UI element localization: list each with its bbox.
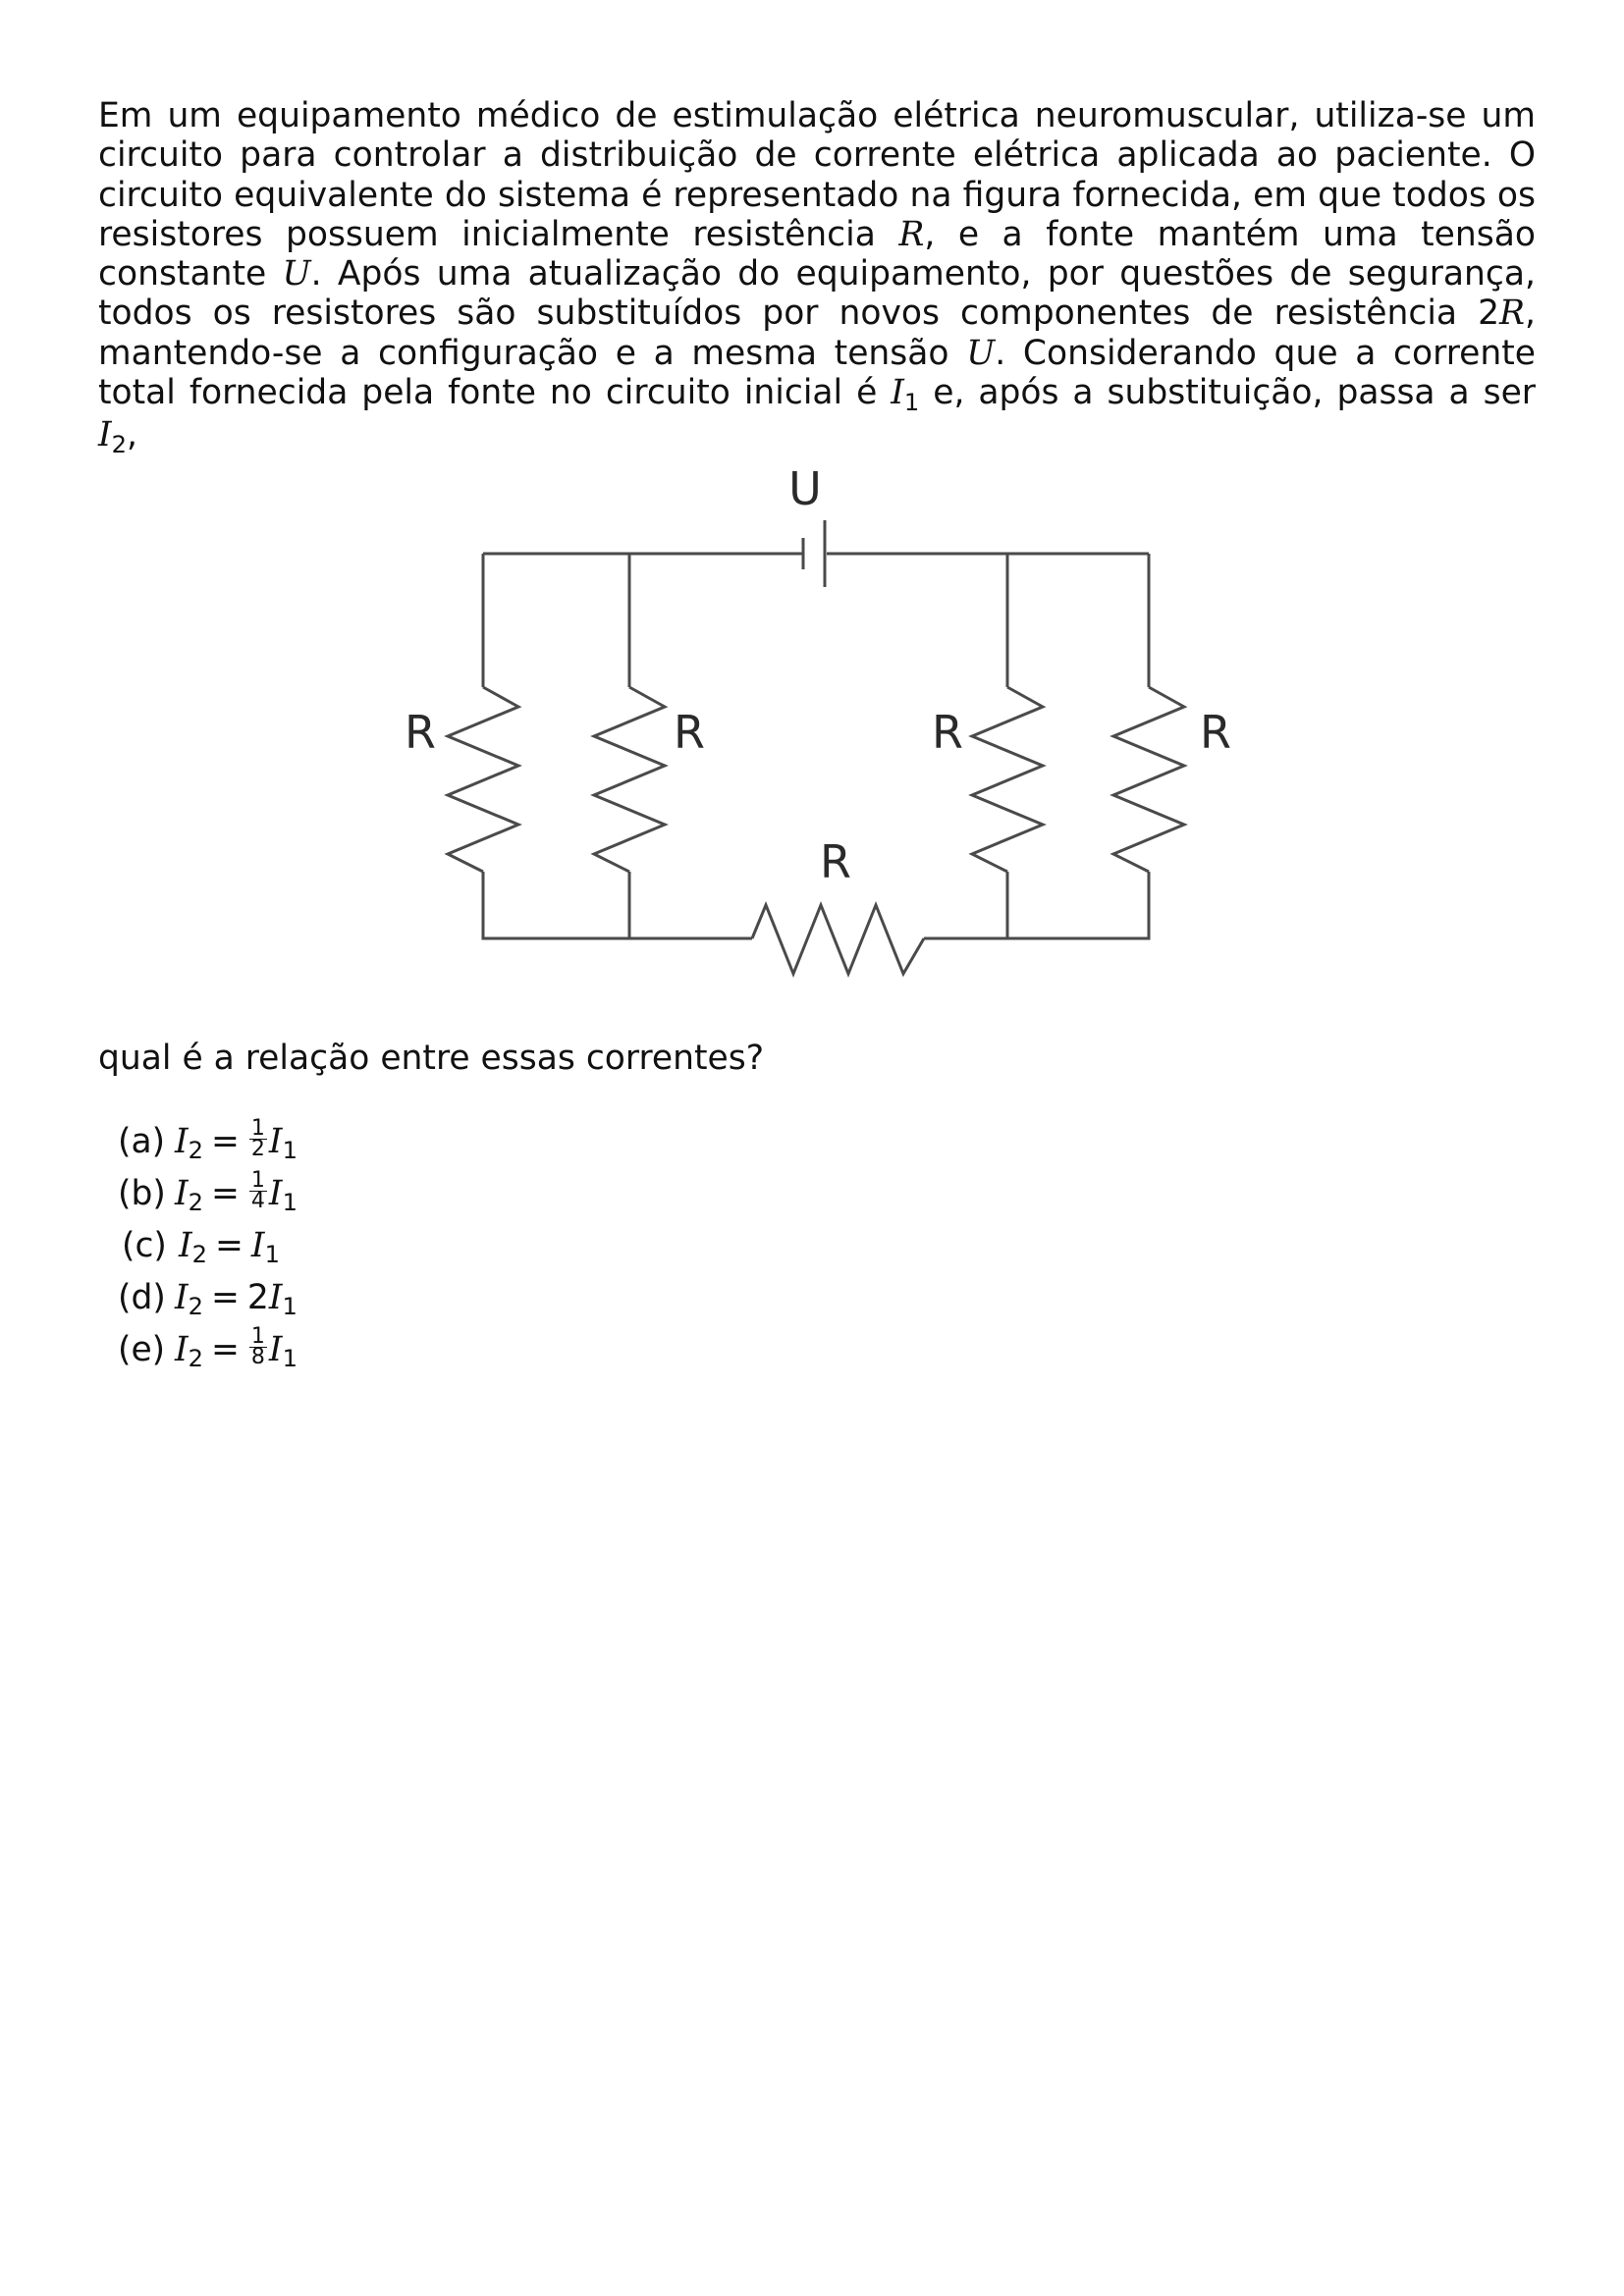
equals-sign: = (211, 1329, 240, 1369)
equals-sign: = (211, 1121, 240, 1161)
resistor-label: R (932, 706, 963, 759)
fraction-denominator: 2 (250, 1137, 265, 1161)
fraction (249, 1324, 267, 1369)
resistor-right-inner (972, 687, 1043, 872)
question-text-part: . Considerando que a corrente total fornecida pela fonte no circuito inicial é (98, 333, 1536, 413)
question-text (98, 96, 1536, 458)
resistor-label: R (405, 706, 436, 759)
subscript: 2 (191, 1241, 207, 1269)
resistor-label: R (1200, 706, 1231, 759)
variable-i: I (175, 1173, 189, 1213)
subscript: 1 (264, 1241, 280, 1269)
subscript: 1 (282, 1189, 298, 1217)
wire-top-right (827, 554, 1149, 687)
equals-sign: = (211, 1277, 240, 1317)
fraction (249, 1168, 267, 1213)
variable-r: R (1499, 294, 1526, 334)
circuit-figure (393, 461, 1257, 991)
option-lhs (175, 1277, 203, 1321)
variable-u: U (282, 254, 311, 294)
variable-i: I (891, 373, 904, 413)
subscript: 1 (282, 1345, 298, 1373)
equals-sign: = (211, 1173, 240, 1213)
option-lhs (175, 1329, 203, 1373)
fraction (249, 1116, 267, 1161)
question-text-part: e, após a substituição, passa a ser (919, 373, 1536, 413)
answer-option[interactable] (118, 1167, 298, 1219)
subscript: 2 (188, 1293, 203, 1321)
variable-i: I (175, 1121, 189, 1161)
option-letter: (c) (122, 1225, 167, 1265)
variable-i2 (98, 415, 127, 459)
variable-i: I (98, 415, 112, 455)
question-text-part: , mantendo-se a configuração e a mesma tensão (98, 294, 1536, 373)
wire-top-left (483, 554, 785, 687)
option-lhs (175, 1173, 203, 1217)
answer-option[interactable] (118, 1323, 298, 1375)
subscript: 2 (111, 431, 127, 459)
fraction-numerator: 1 (250, 1168, 265, 1193)
subscript: 1 (282, 1293, 298, 1321)
variable-i: I (250, 1225, 265, 1265)
answer-option[interactable] (118, 1271, 298, 1323)
fraction-numerator: 1 (250, 1324, 265, 1349)
fraction-numerator: 1 (250, 1116, 265, 1141)
variable-i: I (268, 1173, 283, 1213)
option-lhs (179, 1225, 207, 1269)
subscript: 1 (903, 388, 920, 416)
coefficient: 2 (246, 1277, 269, 1317)
subscript: 2 (188, 1189, 203, 1217)
resistor-left-outer (448, 687, 518, 872)
question-text-part: , e a fonte mantém uma tensão constante (98, 214, 1537, 294)
answer-options (118, 1115, 298, 1375)
subscript: 2 (188, 1345, 203, 1373)
option-rhs (250, 1225, 280, 1269)
fraction-denominator: 8 (250, 1345, 265, 1369)
circuit-diagram (393, 461, 1257, 991)
subscript: 2 (188, 1137, 203, 1165)
question-continuation: qual é a relação entre essas correntes? (98, 1039, 765, 1078)
question-text-part: Em um equipamento médico de estimulação elétrica neuromuscular, utiliza-se um circuito para controlar a distribuição de corrente elétrica aplicada ao paciente. O circuito equivalente do sistema é representado na figura fornecida, em que todos os resistores possuem inicialmente resistência (98, 96, 1536, 254)
fraction-denominator: 4 (250, 1189, 265, 1213)
variable-i: I (179, 1225, 192, 1265)
answer-option[interactable] (118, 1219, 298, 1271)
option-letter: (a) (118, 1121, 166, 1161)
option-rhs (268, 1121, 298, 1165)
option-lhs (175, 1121, 203, 1165)
option-letter: (b) (118, 1173, 166, 1213)
resistor-right-outer (1113, 687, 1184, 872)
option-rhs (268, 1329, 298, 1373)
variable-u: U (966, 333, 996, 373)
question-text-part: . Após uma atualização do equipamento, por questões de segurança, todos os resistores são substituídos por novos componentes de resistência 2 (98, 254, 1536, 334)
resistor-label: R (674, 706, 705, 759)
source-label: U (788, 462, 822, 515)
resistor-left-inner (594, 687, 665, 872)
option-letter: (d) (118, 1277, 166, 1317)
variable-i: I (268, 1277, 283, 1317)
variable-i: I (175, 1329, 189, 1369)
option-letter: (e) (118, 1329, 166, 1369)
question-text-part: , (127, 415, 137, 455)
variable-i: I (268, 1121, 283, 1161)
variable-i: I (175, 1277, 189, 1317)
subscript: 1 (282, 1137, 298, 1165)
variable-i1 (891, 373, 920, 416)
answer-option[interactable] (118, 1115, 298, 1167)
resistor-label: R (820, 835, 851, 888)
wire-bottom (483, 872, 1149, 938)
option-rhs (268, 1277, 298, 1321)
variable-i: I (268, 1329, 283, 1369)
option-rhs (268, 1173, 298, 1217)
resistor-bottom (752, 905, 924, 974)
variable-r: R (898, 214, 925, 254)
equals-sign: = (215, 1225, 244, 1265)
